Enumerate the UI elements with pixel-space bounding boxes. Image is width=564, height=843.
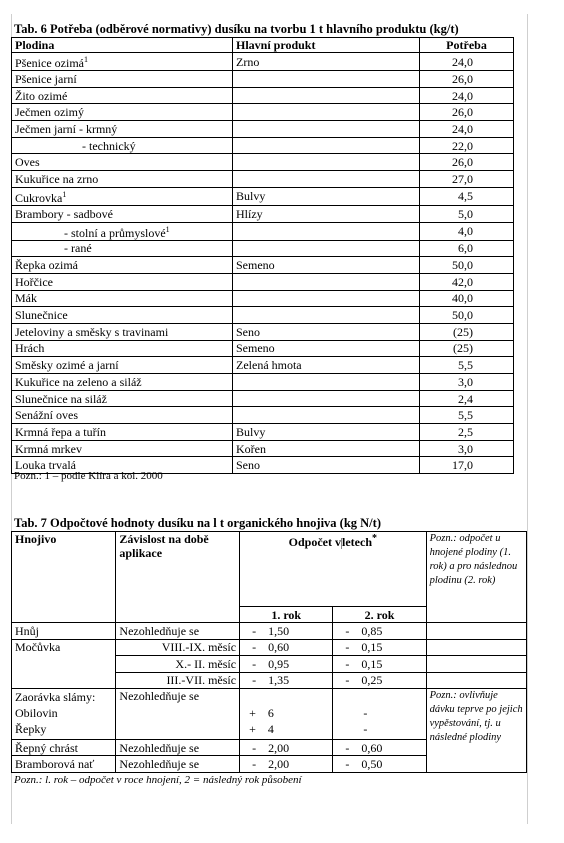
row-slama bbox=[12, 688, 527, 739]
cell-plodina bbox=[12, 222, 233, 240]
cell-text: 26,0 bbox=[452, 105, 473, 120]
cell-text: Slunečnice bbox=[15, 308, 68, 323]
cell-produkt bbox=[233, 121, 420, 138]
cell-text: 2,5 bbox=[458, 424, 473, 439]
col-header-produkt: Hlavní produkt bbox=[233, 38, 420, 53]
cell-plodina bbox=[12, 71, 233, 88]
sign: + bbox=[249, 705, 256, 720]
cell-text: Bulvy bbox=[236, 189, 266, 204]
cell-text: 42,0 bbox=[452, 274, 473, 289]
cell-text: Hlízy bbox=[236, 206, 263, 221]
cell-produkt bbox=[233, 87, 420, 104]
cell-text: Řepka ozimá bbox=[15, 258, 78, 273]
cell-text: Hořčice bbox=[15, 274, 53, 289]
table6-row bbox=[12, 240, 514, 257]
cell-plodina bbox=[12, 240, 233, 257]
table6-row bbox=[12, 53, 514, 71]
cell-potreba bbox=[420, 357, 514, 374]
table6-row bbox=[12, 154, 514, 171]
cell-note-2: Pozn.: ovlivňuje dávku teprve po jejich vypěstování, tj. u následné plodiny bbox=[426, 688, 526, 772]
cell-plodina bbox=[12, 137, 233, 154]
cell-plodina bbox=[12, 187, 233, 205]
cell-note bbox=[426, 656, 526, 672]
cell-zavislost: III.-VII. měsíc bbox=[116, 672, 240, 688]
value: 0,15 bbox=[361, 640, 383, 655]
sign: - bbox=[252, 673, 257, 688]
footnote-marker: 1 bbox=[165, 224, 170, 234]
cell-text: - rané bbox=[64, 241, 92, 256]
cell-plodina bbox=[12, 374, 233, 391]
cell-produkt bbox=[233, 137, 420, 154]
cell-plodina bbox=[12, 257, 233, 274]
cell-text: Pšenice ozimá bbox=[15, 56, 84, 70]
cell-note bbox=[426, 672, 526, 688]
cell-potreba bbox=[420, 273, 514, 290]
cell-potreba bbox=[420, 187, 514, 205]
table6-row bbox=[12, 71, 514, 88]
table6-row bbox=[12, 374, 514, 391]
table6-row bbox=[12, 390, 514, 407]
value: 0,95 bbox=[268, 656, 290, 671]
cell-hnojivo: Bramborová nať bbox=[12, 756, 116, 772]
cell-potreba bbox=[420, 104, 514, 121]
value: 0,60 bbox=[361, 740, 383, 755]
col-header-potreba: Potřeba bbox=[420, 38, 514, 53]
cell-potreba bbox=[420, 374, 514, 391]
sign: - bbox=[363, 705, 368, 720]
cell-text: Jeteloviny a směsky s travinami bbox=[15, 324, 169, 339]
odpocet-star: * bbox=[372, 533, 377, 544]
value: 0,25 bbox=[361, 673, 383, 688]
cell-produkt bbox=[233, 171, 420, 188]
cell-note bbox=[426, 639, 526, 655]
table7 bbox=[11, 531, 527, 773]
sign: - bbox=[363, 721, 368, 736]
cell-potreba bbox=[420, 53, 514, 71]
cell-text: Brambory - sadbové bbox=[15, 206, 113, 221]
sign: - bbox=[345, 656, 350, 671]
cell-plodina bbox=[12, 323, 233, 340]
cell-produkt bbox=[233, 307, 420, 324]
cell-produkt bbox=[233, 407, 420, 424]
cell-plodina bbox=[12, 121, 233, 138]
cell-potreba bbox=[420, 205, 514, 222]
table6-note: Pozn.: 1 – podle Klíra a kol. 2000 bbox=[14, 470, 163, 482]
table6-row bbox=[12, 137, 514, 154]
table6-row bbox=[12, 273, 514, 290]
value: 2,00 bbox=[268, 740, 290, 755]
sign: - bbox=[252, 656, 257, 671]
table6-row bbox=[12, 187, 514, 205]
cell-plodina bbox=[12, 205, 233, 222]
cell-plodina bbox=[12, 424, 233, 441]
sign: - bbox=[345, 757, 350, 772]
cell-text: Kořen bbox=[236, 441, 266, 456]
cell-text: Hrách bbox=[15, 341, 45, 356]
cell-produkt bbox=[233, 104, 420, 121]
cell-potreba bbox=[420, 407, 514, 424]
cell-potreba bbox=[420, 340, 514, 357]
cell-hnojivo: Hnůj bbox=[12, 623, 116, 639]
cell-text: (25) bbox=[453, 324, 473, 339]
cell-text: Bulvy bbox=[236, 424, 266, 439]
cell-text: Oves bbox=[15, 155, 40, 170]
cell-text: 5,5 bbox=[458, 408, 473, 423]
cell-plodina bbox=[12, 307, 233, 324]
footnote-marker: 1 bbox=[83, 55, 88, 64]
footnote-marker: 1 bbox=[62, 189, 67, 199]
value: 2,00 bbox=[268, 757, 290, 772]
table7-note: Pozn.: l. rok – odpočet v roce hnojení, 2 = následný rok působení bbox=[14, 774, 302, 786]
cell-text: 3,0 bbox=[458, 441, 473, 456]
cell-produkt bbox=[233, 390, 420, 407]
sign: - bbox=[345, 740, 350, 755]
table6-row bbox=[12, 407, 514, 424]
table6-row bbox=[12, 323, 514, 340]
value: 0,60 bbox=[268, 640, 290, 655]
cell-zavislost: X.- II. měsíc bbox=[116, 656, 240, 672]
cell-produkt bbox=[233, 71, 420, 88]
table6-row bbox=[12, 290, 514, 307]
value: 1,50 bbox=[268, 624, 290, 639]
table6-row bbox=[12, 424, 514, 441]
cell-produkt bbox=[233, 340, 420, 357]
cell-produkt bbox=[233, 290, 420, 307]
cell-text: - technický bbox=[82, 138, 136, 153]
cell-potreba bbox=[420, 424, 514, 441]
cell-rok1 bbox=[240, 688, 333, 739]
cell-rok1 bbox=[240, 623, 333, 639]
sign: - bbox=[345, 624, 350, 639]
cell-plodina bbox=[12, 407, 233, 424]
cell-plodina bbox=[12, 53, 233, 71]
cell-text: 26,0 bbox=[452, 155, 473, 170]
cell-text: Senážní oves bbox=[15, 408, 78, 423]
cell-text: Cukrovka bbox=[15, 190, 63, 205]
table6-row bbox=[12, 222, 514, 240]
col-header-plodina: Plodina bbox=[12, 38, 233, 53]
cell-plodina bbox=[12, 340, 233, 357]
cell-text: 26,0 bbox=[452, 71, 473, 86]
cell-plodina bbox=[12, 357, 233, 374]
cell-plodina bbox=[12, 390, 233, 407]
cell-potreba bbox=[420, 154, 514, 171]
col-header-hnojivo: Hnojivo bbox=[12, 532, 116, 623]
table6-body bbox=[12, 53, 514, 474]
table7-header-row bbox=[12, 532, 527, 607]
cell-potreba bbox=[420, 257, 514, 274]
cell-rok1 bbox=[240, 739, 333, 755]
cell-text: Krmná mrkev bbox=[15, 441, 82, 456]
cell-produkt bbox=[233, 374, 420, 391]
slama-obilovin: Obilovin bbox=[15, 705, 58, 720]
cell-zavislost: Nezohledňuje se bbox=[116, 739, 240, 755]
table6-row bbox=[12, 440, 514, 457]
cell-text: Seno bbox=[236, 324, 260, 339]
cell-text: 17,0 bbox=[452, 458, 473, 473]
cell-plodina bbox=[12, 154, 233, 171]
value: 0,85 bbox=[361, 624, 383, 639]
cell-text: 24,0 bbox=[452, 54, 473, 69]
cell-text: 40,0 bbox=[452, 291, 473, 306]
cell-potreba bbox=[420, 171, 514, 188]
col-header-odpocet bbox=[240, 532, 427, 607]
cell-produkt bbox=[233, 440, 420, 457]
cell-text: Seno bbox=[236, 458, 260, 473]
cell-text: Semeno bbox=[236, 258, 275, 273]
cell-text: Žito ozimé bbox=[15, 88, 68, 103]
table6-header-row bbox=[12, 38, 514, 53]
cell-text: 24,0 bbox=[452, 88, 473, 103]
col-header-rok1: 1. rok bbox=[240, 607, 333, 623]
col-header-rok2: 2. rok bbox=[333, 607, 426, 623]
cell-potreba bbox=[420, 222, 514, 240]
cell-potreba bbox=[420, 440, 514, 457]
value: 4 bbox=[267, 721, 274, 736]
cell-text: Semeno bbox=[236, 341, 275, 356]
cell-text: 4,0 bbox=[458, 224, 473, 238]
value: 1,35 bbox=[268, 673, 290, 688]
cell-potreba bbox=[420, 87, 514, 104]
cell-text: (25) bbox=[453, 341, 473, 356]
cell-text: 4,5 bbox=[458, 189, 473, 204]
cell-text: 5,0 bbox=[458, 206, 473, 221]
cell-potreba bbox=[420, 390, 514, 407]
table6-row bbox=[12, 357, 514, 374]
table6-row bbox=[12, 171, 514, 188]
value: 6 bbox=[267, 705, 274, 720]
table6-caption: Tab. 6 Potřeba (odběrové normativy) dusíku na tvorbu 1 t hlavního produktu (kg/t) bbox=[14, 22, 459, 36]
cell-text: 24,0 bbox=[452, 121, 473, 136]
cell-rok2 bbox=[333, 656, 426, 672]
table7-caption: Tab. 7 Odpočtové hodnoty dusíku na l t organického hnojiva (kg N/t) bbox=[14, 516, 381, 530]
table6-row bbox=[12, 121, 514, 138]
cell-zavislost: Nezohledňuje se bbox=[116, 756, 240, 772]
table6 bbox=[11, 37, 514, 474]
cell-produkt bbox=[233, 222, 420, 240]
cell-rok2 bbox=[333, 756, 426, 772]
cell-text: 50,0 bbox=[452, 258, 473, 273]
cell-text: Kukuřice na zrno bbox=[15, 171, 99, 186]
sign: + bbox=[249, 721, 256, 736]
cell-potreba bbox=[420, 71, 514, 88]
cell-produkt bbox=[233, 323, 420, 340]
cell-text: - stolní a průmyslové bbox=[64, 225, 166, 240]
cell-rok2 bbox=[333, 672, 426, 688]
odpocet-label-b: letech bbox=[342, 535, 372, 549]
cell-text: Směsky ozimé a jarní bbox=[15, 358, 119, 373]
cell-produkt bbox=[233, 424, 420, 441]
cell-rok1 bbox=[240, 672, 333, 688]
cell-text: 27,0 bbox=[452, 171, 473, 186]
cell-text: Ječmen jarní - krmný bbox=[15, 121, 118, 136]
cell-text: 2,4 bbox=[458, 391, 473, 406]
cell-text: 22,0 bbox=[452, 138, 473, 153]
cell-rok1 bbox=[240, 639, 333, 655]
cell-text: 6,0 bbox=[458, 241, 473, 256]
cell-text: 3,0 bbox=[458, 374, 473, 389]
cell-note bbox=[426, 623, 526, 639]
row-mocuvka bbox=[12, 639, 527, 655]
cell-potreba bbox=[420, 323, 514, 340]
cell-produkt bbox=[233, 257, 420, 274]
cell-potreba bbox=[420, 137, 514, 154]
cell-produkt bbox=[233, 53, 420, 71]
cell-text: Pšenice jarní bbox=[15, 71, 77, 86]
cell-produkt bbox=[233, 240, 420, 257]
sign: - bbox=[252, 757, 257, 772]
cell-text: Kukuřice na zeleno a siláž bbox=[15, 374, 142, 389]
cell-produkt bbox=[233, 457, 420, 474]
table6-row bbox=[12, 205, 514, 222]
cell-hnojivo bbox=[12, 688, 116, 739]
cell-plodina bbox=[12, 104, 233, 121]
cell-produkt bbox=[233, 357, 420, 374]
value: 0,50 bbox=[361, 757, 383, 772]
cell-rok1 bbox=[240, 756, 333, 772]
cell-plodina bbox=[12, 273, 233, 290]
cell-text: Mák bbox=[15, 291, 37, 306]
header-note: Pozn.: odpočet u hnojené plodiny (1. rok) a pro následnou plodinu (2. rok) bbox=[426, 532, 526, 623]
cell-rok2 bbox=[333, 639, 426, 655]
cell-produkt bbox=[233, 154, 420, 171]
cell-rok2 bbox=[333, 688, 426, 739]
cell-produkt bbox=[233, 187, 420, 205]
cell-text: Slunečnice na siláž bbox=[15, 391, 107, 406]
cell-potreba bbox=[420, 121, 514, 138]
slama-repky: Řepky bbox=[15, 721, 47, 736]
cell-plodina bbox=[12, 440, 233, 457]
table6-row bbox=[12, 257, 514, 274]
cell-potreba bbox=[420, 307, 514, 324]
cell-text: 50,0 bbox=[452, 308, 473, 323]
cell-potreba bbox=[420, 290, 514, 307]
table6-row bbox=[12, 104, 514, 121]
cell-zavislost: Nezohledňuje se bbox=[116, 623, 240, 639]
table6-row bbox=[12, 340, 514, 357]
cell-text: Ječmen ozimý bbox=[15, 105, 84, 120]
sign: - bbox=[345, 640, 350, 655]
cell-rok2 bbox=[333, 623, 426, 639]
cell-text: Louka trvalá bbox=[15, 458, 76, 473]
cell-text: Zrno bbox=[236, 54, 260, 69]
value: 0,15 bbox=[361, 656, 383, 671]
table6-row bbox=[12, 87, 514, 104]
odpocet-label-a: Odpočet v bbox=[288, 535, 342, 549]
slama-label: Zaorávka slámy: bbox=[15, 689, 96, 704]
table6-row bbox=[12, 307, 514, 324]
cell-plodina bbox=[12, 171, 233, 188]
cell-zavislost: VIII.-IX. měsíc bbox=[116, 639, 240, 655]
cell-hnojivo: Řepný chrást bbox=[12, 739, 116, 755]
col-header-zavislost: Závislost na době aplikace bbox=[116, 532, 240, 623]
cell-rok2 bbox=[333, 739, 426, 755]
cell-text: 5,5 bbox=[458, 358, 473, 373]
sign: - bbox=[252, 640, 257, 655]
sign: - bbox=[345, 673, 350, 688]
cell-potreba bbox=[420, 240, 514, 257]
cell-hnojivo: Močůvka bbox=[12, 639, 116, 688]
cell-potreba bbox=[420, 457, 514, 474]
cell-plodina bbox=[12, 290, 233, 307]
cell-produkt bbox=[233, 205, 420, 222]
sign: - bbox=[252, 624, 257, 639]
sign: - bbox=[252, 740, 257, 755]
cell-rok1 bbox=[240, 656, 333, 672]
row-hnuj bbox=[12, 623, 527, 639]
cell-plodina bbox=[12, 87, 233, 104]
cell-zavislost: Nezohledňuje se bbox=[116, 688, 240, 739]
cell-text: Krmná řepa a tuřín bbox=[15, 424, 106, 439]
cell-text: Zelená hmota bbox=[236, 358, 302, 373]
cell-produkt bbox=[233, 273, 420, 290]
